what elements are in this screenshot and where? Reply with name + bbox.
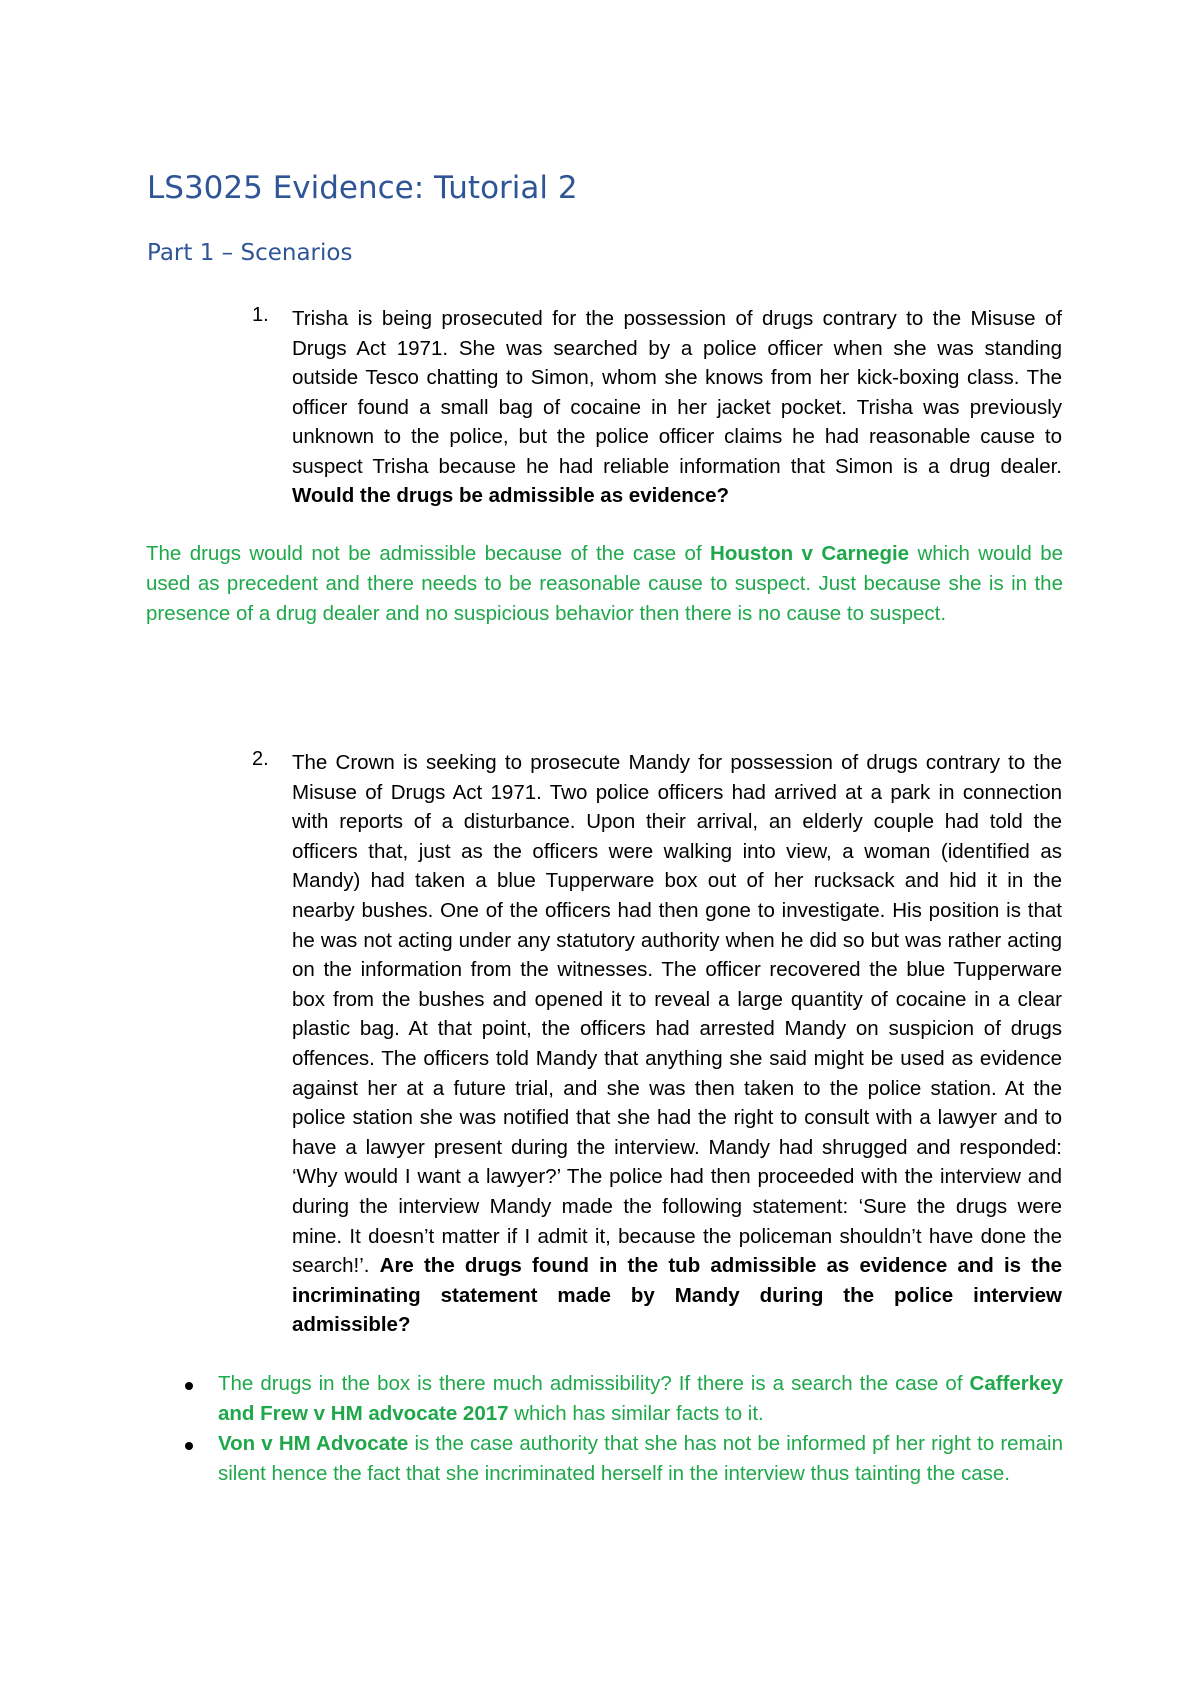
question-1-prompt: Would the drugs be admissible as evidence? [292,484,730,507]
answer-1-pre: The drugs would not be admissible because of the case of [146,542,711,565]
answer-2-bullet-2-post: is the case authority that she has not be informed pf her right to remain silent hence the fact that she incriminated herself in the interview thus tainting the case. [218,1432,1063,1485]
answer-2-bullet-1-post: which has similar facts to it. [508,1401,764,1425]
answer-2-bullet-1 [218,1369,1063,1429]
answer-1-text [146,539,1063,628]
answer-1-post: which would be used as precedent and there needs to be reasonable cause to suspect. Just because she is in the presence of a drug dealer and no suspicious behavior then there is no cause to suspect. [146,542,1064,625]
page-title: LS3025 Evidence: Tutorial 2 [147,170,578,206]
answer-2-bullet-2 [218,1429,1063,1489]
question-2-prompt: Are the drugs found in the tub admissible as evidence and is the incriminating statement made by Mandy during the police interview admissible? [292,1254,1062,1337]
answer-1-case-citation: Houston v Carnegie [710,542,910,565]
question-2-body: The Crown is seeking to prosecute Mandy for possession of drugs contrary to the Misuse of Drugs Act 1971. Two police officers had arrived at a park in connection with reports of a disturbance. Upon their arrival, an elderly couple had told the officers that, just as the officers were walking into view, a woman (identified as Mandy) had taken a blue Tupperware box out of her rucksack and hid it in the nearby bushes. One of the officers had then gone to investigate. His position is that he was not acting under any statutory authority when he did so but was rather acting on the information from the witnesses. The officer recovered the blue Tupperware box from the bushes and opened it to reveal a large quantity of cocaine in a clear plastic bag. At that point, the officers had arrested Mandy on suspicion of drugs offences. The officers told Mandy that anything she said might be used as evidence against her at a future trial, and she was then taken to the police station. At the police station she was notified that she had the right to consult with a lawyer and to have a lawyer present during the interview. Mandy had shrugged and responded: ‘Why would I want a lawyer?’ The police had then proceeded with the interview and during the interview Mandy made the following statement: ‘Sure the drugs were mine. It doesn’t matter if I admit it, because the policeman shouldn’t have done the search!’. [292,751,1062,1278]
answer-2-bullet-2-case: Von v HM Advocate [218,1432,409,1455]
section-heading: Part 1 – Scenarios [147,240,353,266]
question-1-body: Trisha is being prosecuted for the possession of drugs contrary to the Misuse of Drugs Act 1971. She was searched by a police officer when she was standing outside Tesco chatting to Simon, whom she knows from her kick-boxing class. The officer found a small bag of cocaine in her jacket pocket. Trisha was previously unknown to the police, but the police officer claims he had reasonable cause to suspect Trisha because he had reliable information that Simon is a drug dealer. [292,307,1062,478]
question-1-text [292,304,1062,511]
answer-2-bullet-1-case: Cafferkey and Frew v HM advocate 2017 [218,1372,1063,1425]
question-1-number: 1. [252,304,269,326]
bullet-icon [185,1442,193,1450]
question-2-text [292,748,1062,1340]
answer-2-bullet-1-pre: The drugs in the box is there much admissibility? If there is a search the case of [218,1372,970,1395]
question-2-number: 2. [252,748,269,770]
bullet-icon [185,1382,193,1390]
